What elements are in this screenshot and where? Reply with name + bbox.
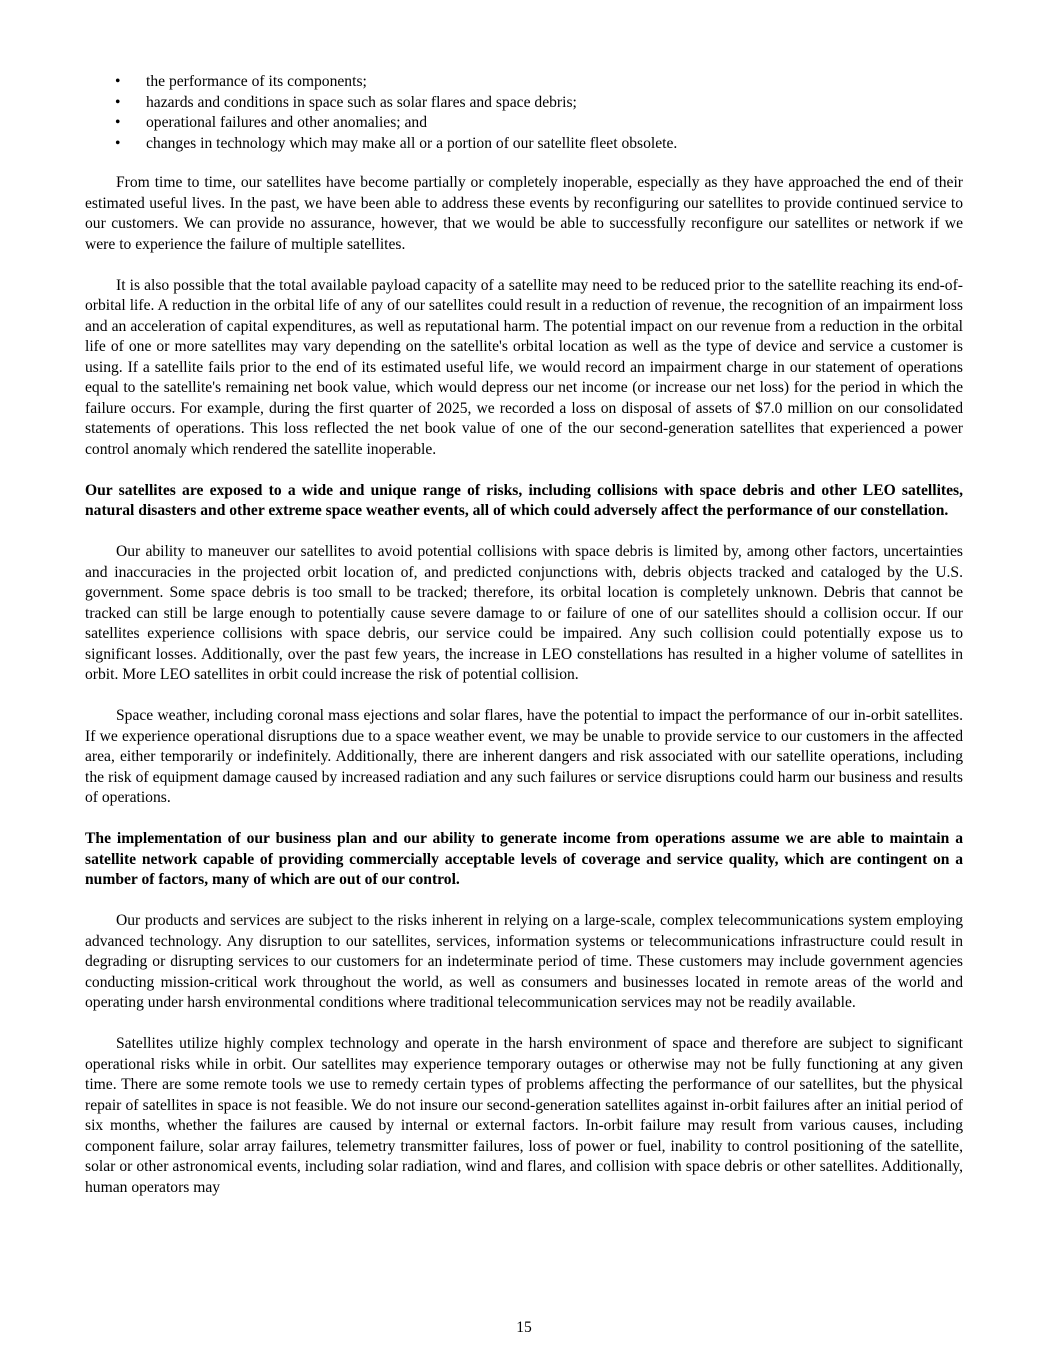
section-heading-collision-risks: Our satellites are exposed to a wide and unique range of risks, including collisions with space debris and other LEO satellites, natural disasters and other extreme space weather events, all of which could adversely affect the performance of our constellation. <box>85 481 963 519</box>
bullet-item <box>85 93 963 114</box>
bullet-text: operational failures and other anomalies; and <box>146 114 428 131</box>
bullet-text: hazards and conditions in space such as solar flares and space debris; <box>146 93 577 111</box>
body-paragraph-space-debris: Our ability to maneuver our satellites to avoid potential collisions with space debris is limited by, among other factors, uncertainties and inaccuracies in the projected orbit location of, and predicted conjunctions with, debris objects tracked and cataloged by the U.S. government. Some space debris is too small to be tracked; therefore, its orbital location is completely unknown. Debris that cannot be tracked can still be large enough to potentially cause severe damage to or failure of one of our satellites should a collision occur. If our satellites experience collisions with space debris, our service could be impaired. Any such collision could potentially expose us to significant losses. Additionally, over the past few years, the increase in LEO constellations has resulted in a higher volume of satellites in orbit. More LEO satellites in orbit could increase the risk of potential collision. <box>85 543 963 683</box>
section-heading-business-plan: The implementation of our business plan and our ability to generate income from operations assume we are able to maintain a satellite network capable of providing commercially acceptable levels of coverage and service quality, which are contingent on a number of factors, many of which are out of our control. <box>85 830 963 888</box>
risk-factor-bullet-list <box>85 72 963 154</box>
bullet-glyph: • <box>115 114 121 131</box>
bullet-item <box>85 113 963 134</box>
bullet-item <box>85 134 963 155</box>
body-paragraph-inoperable-satellites: From time to time, our satellites have become partially or completely inoperable, especially as they have approached the end of their estimated useful lives. In the past, we have been able to address these events by reconfiguring our satellites to provide continued service to our customers. We can provide no assurance, however, that we would be able to successfully reconfigure our satellites or network if we were to experience the failure of multiple satellites. <box>85 174 963 253</box>
bullet-glyph: • <box>115 134 121 152</box>
bullet-text: the performance of its components; <box>146 73 367 90</box>
bullet-item <box>85 72 963 93</box>
body-paragraph-telecom-system-risks: Our products and services are subject to the risks inherent in relying on a large-scale, complex telecommunications system employing advanced technology. Any disruption to our satellites, services, information systems or telecommunications infrastructure could result in degrading or disrupting services to our customers for an indeterminate period of time. These customers may include government agencies conducting mission-critical work throughout the world, as well as consumers and businesses located in remote areas of the world and operating under harsh environmental conditions where traditional telecommunication services may not be readily available. <box>85 912 963 1011</box>
page-number: 15 <box>516 1319 532 1336</box>
document-page <box>85 72 963 1219</box>
bullet-glyph: • <box>115 93 121 111</box>
bullet-glyph: • <box>115 73 121 90</box>
body-paragraph-payload-capacity: It is also possible that the total available payload capacity of a satellite may need to be reduced prior to the satellite reaching its end-of-orbital life. A reduction in the orbital life of any of our satellites could result in a reduction of revenue, the recognition of an impairment loss and an acceleration of capital expenditures, as well as reputational harm. The potential impact on our revenue from a reduction in the orbital life of one or more satellites may vary depending on the satellite's orbital location as well as the type of device and service a customer is using. If a satellite fails prior to the end of its estimated useful life, we would record an impairment charge in our statement of operations equal to the satellite's remaining net book value, which would depress our net income (or increase our net loss) for the period in which the failure occurs. For example, during the first quarter of 2025, we recorded a loss on disposal of assets of $7.0 million on our consolidated statements of operations. This loss reflected the net book value of one of the our second-generation satellites that experienced a power control anomaly which rendered the satellite inoperable. <box>85 276 963 458</box>
bullet-text: changes in technology which may make all or a portion of our satellite fleet obsolete. <box>146 134 678 152</box>
body-paragraph-space-weather: Space weather, including coronal mass ejections and solar flares, have the potential to impact the performance of our in-orbit satellites. If we experience operational disruptions due to a space weather event, we may be unable to provide service to our customers in the affected area, either temporarily or indefinitely. Additionally, there are inherent dangers and risk associated with our satellite operations, including the risk of equipment damage caused by increased radiation and any such failures or service disruptions could harm our business and results of operations. <box>85 707 963 806</box>
body-paragraph-operational-risks: Satellites utilize highly complex technology and operate in the harsh environment of space and therefore are subject to significant operational risks while in orbit. Our satellites may experience temporary outages or otherwise may not be fully functioning at any given time. There are some remote tools we use to remedy certain types of problems affecting the performance of our satellites, but the physical repair of satellites in space is not feasible. We do not insure our second-generation satellites against in-orbit failures after an initial period of six months, whether the failures are caused by internal or external factors. In-orbit failure may result from various causes, including component failure, solar array failures, telemetry transmitter failures, loss of power or fuel, inability to control positioning of the satellite, solar or other astronomical events, including solar radiation, wind and flares, and collision with space debris or other satellites. Additionally, human operators may <box>85 1035 963 1196</box>
